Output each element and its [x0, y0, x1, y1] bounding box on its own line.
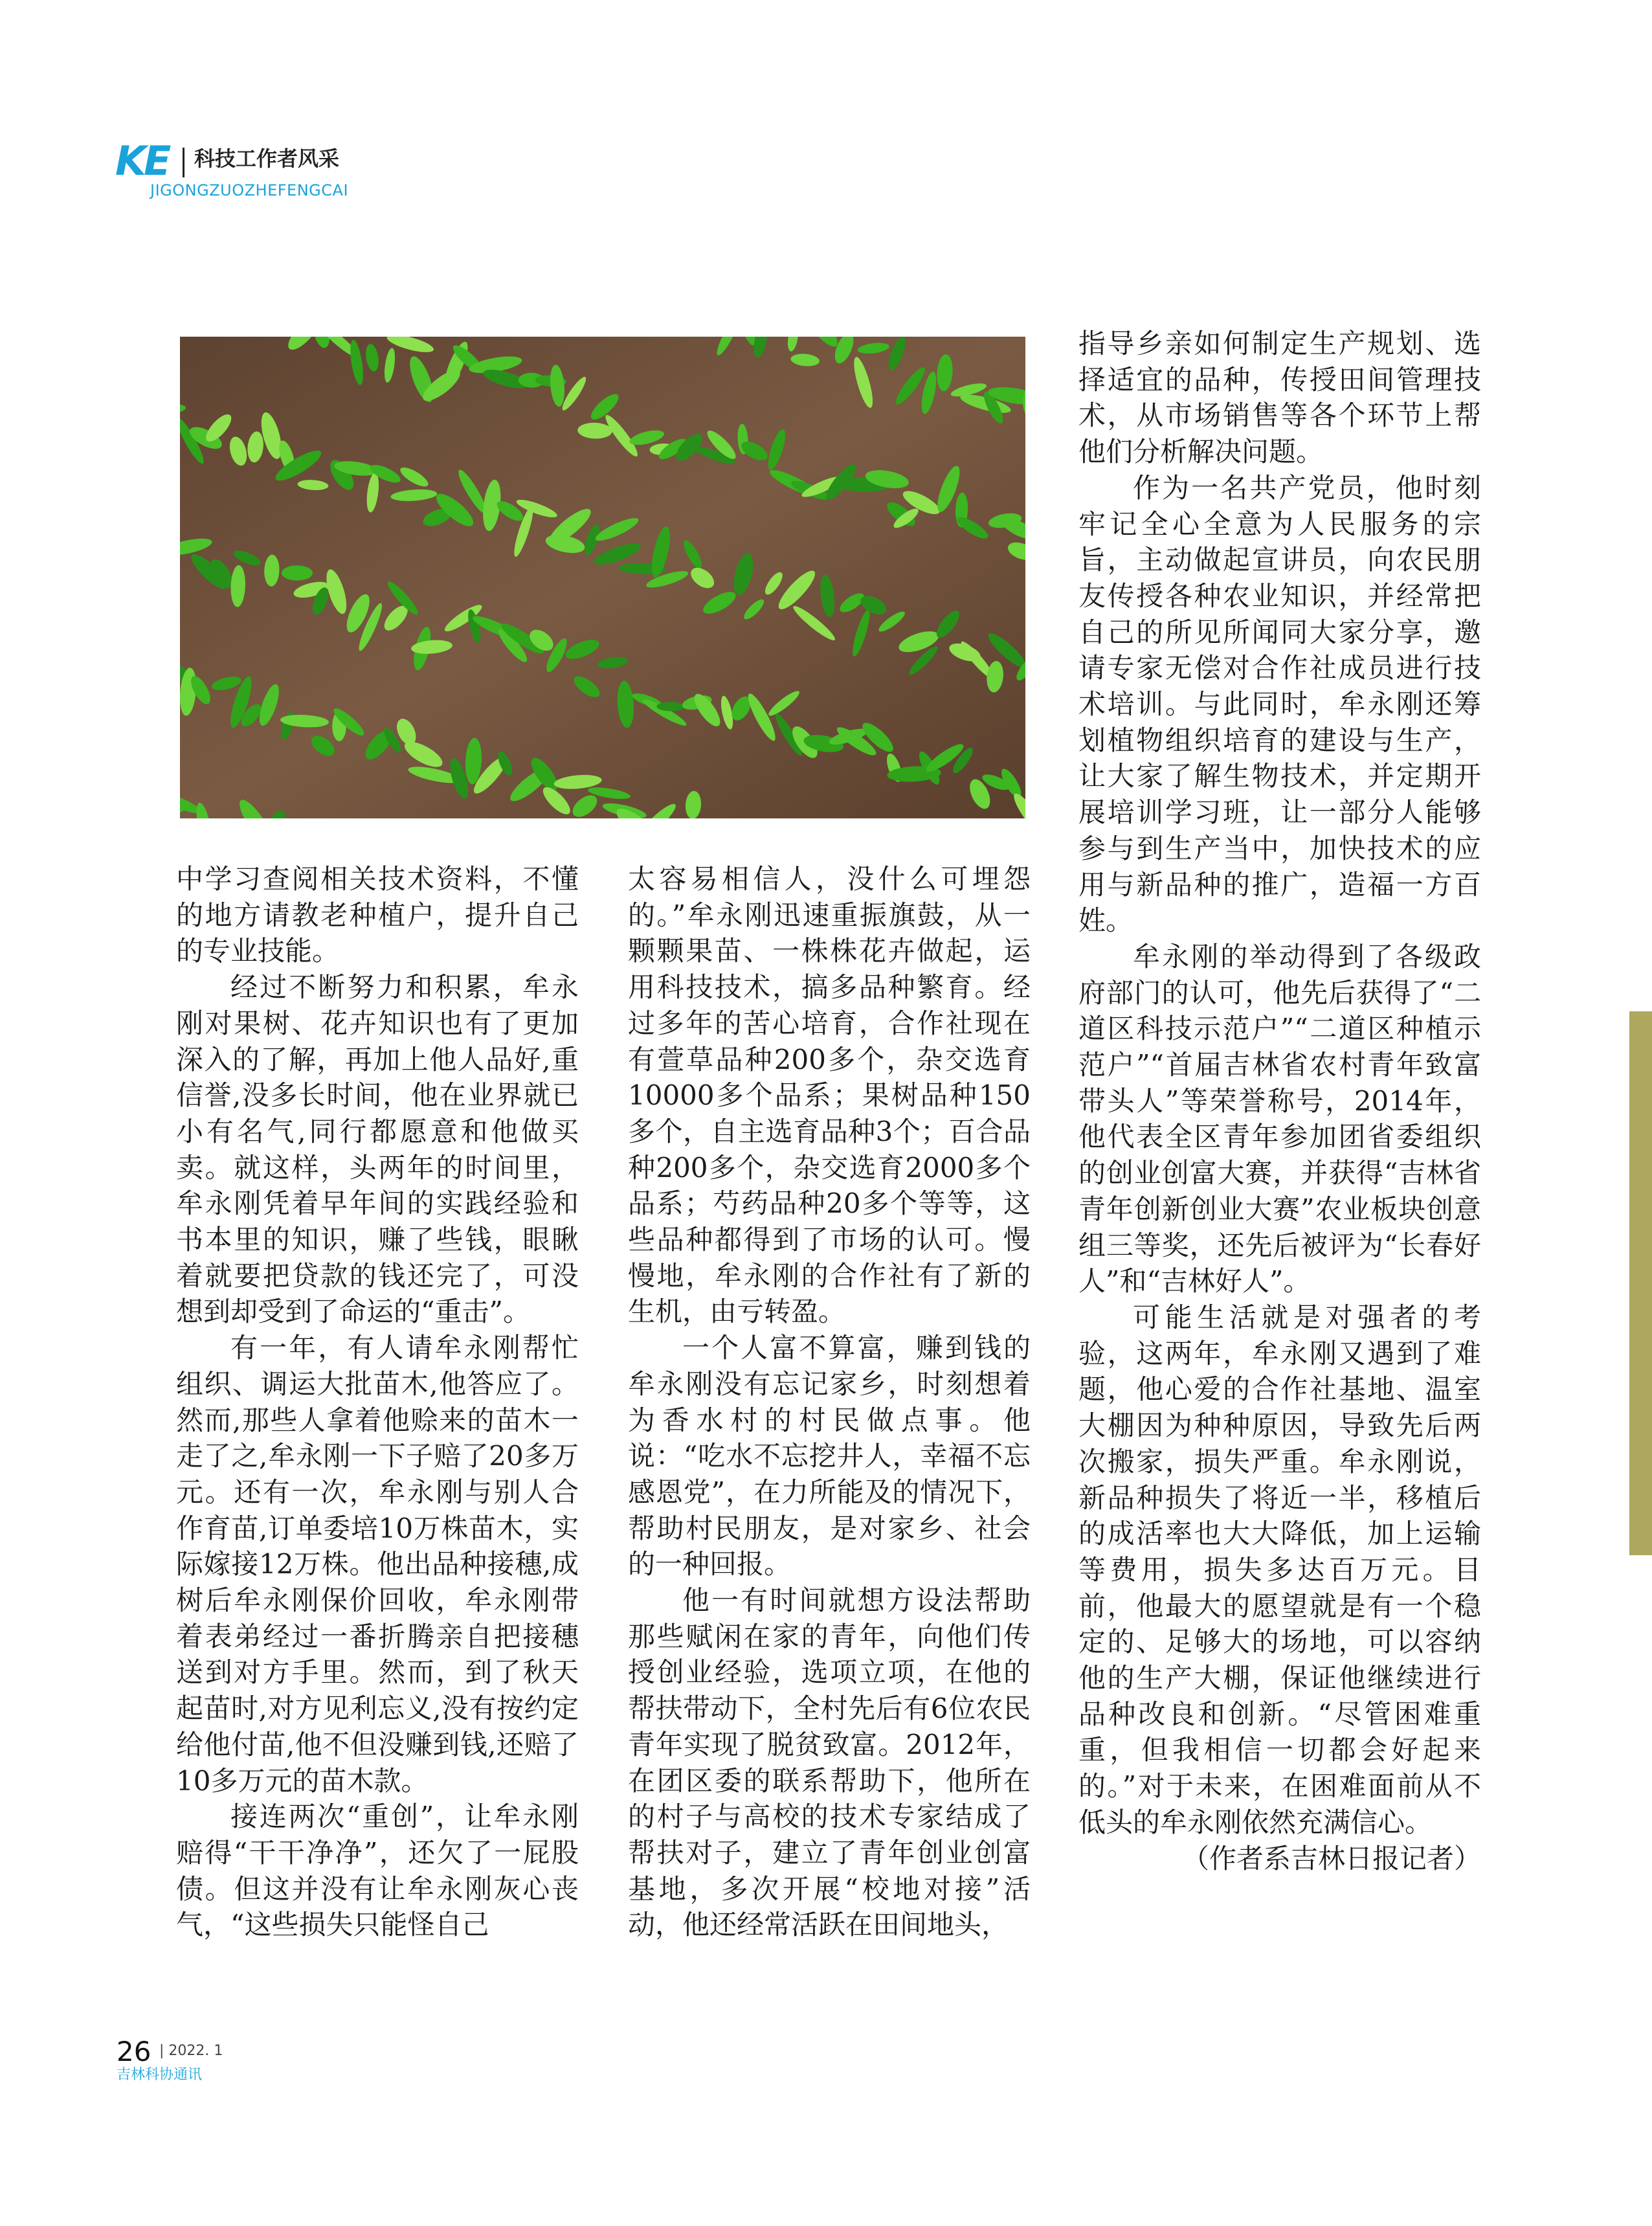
article-paragraph: 经过不断努力和积累，牟永刚对果树、花卉知识也有了更加深入的了解，再加上他人品好,重信誉,没多长时间，他在业界就已小有名气,同行都愿意和他做买卖。就这样，头两年的时间里，牟永刚凭着早年间的实践经验和书本里的知识，赚了些钱，眼瞅着就要把贷款的钱还完了，可没想到却受到了命运的“重击”。: [176, 971, 579, 1328]
article-paragraph: 有一年，有人请牟永刚帮忙组织、调运大批苗木,他答应了。然而,那些人拿着他赊来的苗木一走了之,牟永刚一下子赔了20多万元。还有一次，牟永刚与别人合作育苗,订单委培10万株苗木，实际嫁接12万株。他出品种接穗,成树后牟永刚保价回收，牟永刚带着表弟经过一番折腾亲自把接穗送到对方手里。然而，到了秋天起苗时,对方见利忘义,没有按约定给他付苗,他不但没赚到钱,还赔了10多万元的苗木款。: [176, 1332, 579, 1797]
section-logo: KE: [115, 137, 169, 185]
article-paragraph: 接连两次“重创”，让牟永刚赔得“干干净净”，还欠了一屁股债。但这并没有让牟永刚灰心丧气，“这些损失只能怪自己: [176, 1801, 579, 1941]
header-divider: [183, 148, 184, 177]
section-title: 科技工作者风采: [194, 146, 340, 171]
article-paragraph: 可能生活就是对强者的考验，这两年，牟永刚又遇到了难题，他心爱的合作社基地、温室大棚因为种种原因，导致先后两次搬家，损失严重。牟永刚说，新品种损失了将近一半，移植后的成活率也大大降低，加上运输等费用，损失多达百万元。目前，他最大的愿望就是有一个稳定的、足够大的场地，可以容纳他的生产大棚，保证他继续进行品种改良和创新。“尽管困难重重，但我相信一切都会好起来的。”对于未来，在困难面前从不低头的牟永刚依然充满信心。: [1078, 1301, 1481, 1838]
section-pinyin: JIGONGZUOZHEFENGCAI: [150, 181, 349, 199]
section-side-tab: [1629, 1011, 1652, 1555]
page-number: 26: [117, 2036, 151, 2067]
article-paragraph: 指导乡亲如何制定生产规划、选择适宜的品种，传授田间管理技术，从市场销售等各个环节上帮他们分析解决问题。: [1078, 328, 1481, 468]
article-column-2: [628, 861, 1031, 1943]
article-paragraph: 作为一名共产党员，他时刻牢记全心全意为人民服务的宗旨，主动做起宣讲员，向农民朋友传授各种农业知识，并经常把自己的所见所闻同大家分享，邀请专家无偿对合作社成员进行技术培训。与此同时，牟永刚还筹划植物组织培育的建设与生产，让大家了解生物技术，并定期开展培训学习班，让一部分人能够参与到生产当中，加快技术的应用与新品种的推广，造福一方百姓。: [1078, 471, 1481, 937]
issue-date: | 2022. 1: [159, 2043, 223, 2059]
article-paragraph: 中学习查阅相关技术资料，不懂的地方请教老种植户，提升自己的专业技能。: [176, 863, 579, 967]
seedling-leaf: [656, 702, 684, 711]
article-column-3: [1078, 326, 1481, 1876]
magazine-name: 吉林科协通讯: [117, 2067, 203, 2083]
article-paragraph: 牟永刚的举动得到了各级政府部门的认可，他先后获得了“二道区科技示范户”“二道区种植示范户”“首届吉林省农村青年致富带头人”等荣誉称号，2014年，他代表全区青年参加团省委组织的创业创富大赛，并获得“吉林省青年创新创业大赛”农业板块创意组三等奖，还先后被评为“长春好人”和“吉林好人”。: [1078, 940, 1481, 1298]
seedling-illustration: [180, 337, 1025, 818]
seedling-leaf: [282, 565, 313, 580]
article-paragraph: 他一有时间就想方设法帮助那些赋闲在家的青年，向他们传授创业经验，选项立项，在他的帮扶带动下，全村先后有6位农民青年实现了脱贫致富。2012年，在团区委的联系帮助下，他所在的村子与高校的技术专家结成了帮扶对子，建立了青年创业创富基地，多次开展“校地对接”活动，他还经常活跃在田间地头，: [628, 1584, 1031, 1941]
article-column-1: [176, 861, 579, 1943]
article-paragraph: 太容易相信人，没什么可埋怨的。”牟永刚迅速重振旗鼓，从一颗颗果苗、一株株花卉做起，运用科技技术，搞多品种繁育。经过多年的苦心培育，合作社现在有萱草品种200多个，杂交选育10000多个品系；果树品种150多个，自主选育品种3个；百合品种200多个，杂交选育2000多个品系；芍药品种20多个等等，这些品种都得到了市场的认可。慢慢地，牟永刚的合作社有了新的生机，由亏转盈。: [628, 863, 1031, 1328]
author-note: （作者系吉林日报记者）: [1181, 1842, 1481, 1874]
article-paragraph: 一个人富不算富，赚到钱的牟永刚没有忘记家乡，时刻想着为香水村的村民做点事。他说：“吃水不忘挖井人，幸福不忘感恩党”，在力所能及的情况下，帮助村民朋友，是对家乡、社会的一种回报。: [628, 1332, 1031, 1580]
seedling-photo: [180, 337, 1025, 818]
